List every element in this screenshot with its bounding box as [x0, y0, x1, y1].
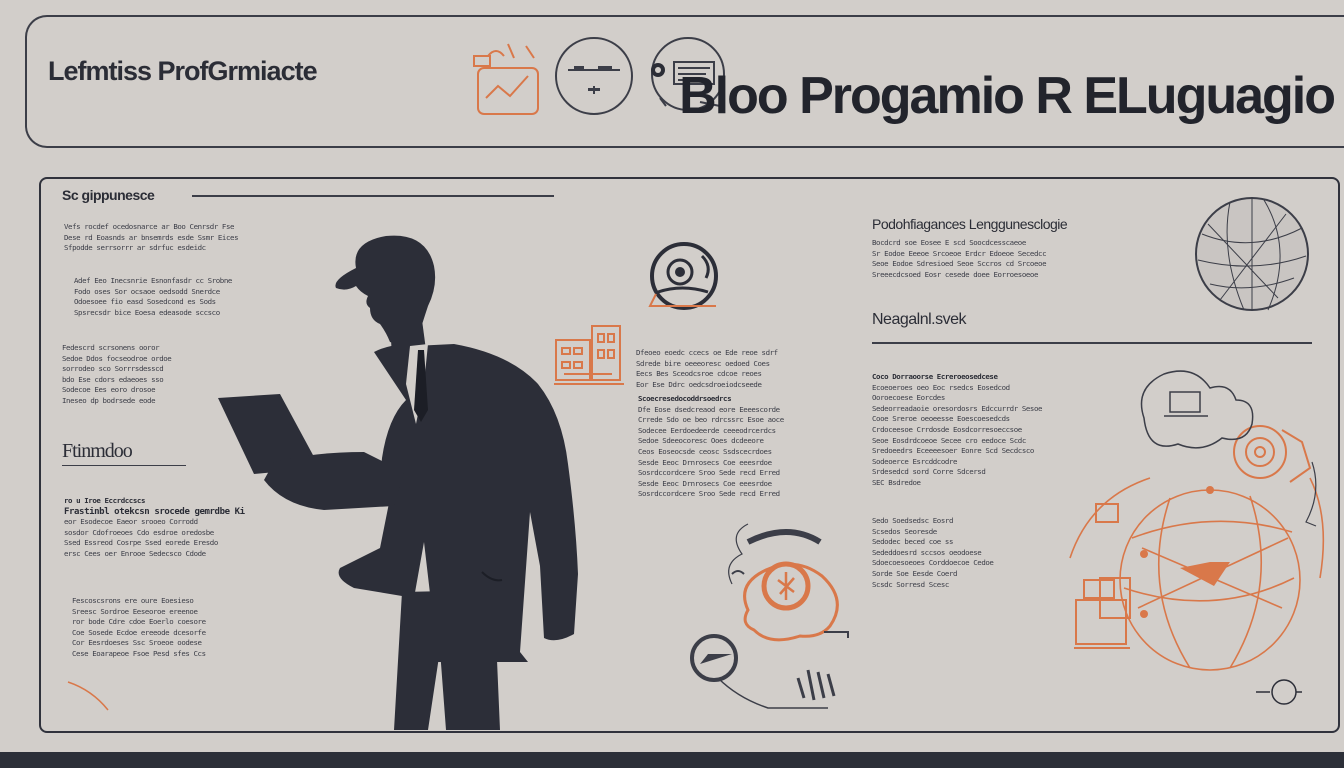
left-para-1: Vefs rocdef ocedosnarce ar Boo Cenrsdr Fse Dese rd Eoasnds ar bnsemrds esde Ssmr Eices Sfpodde serrsorrr ar sdrfuc esdeidc [64, 222, 239, 253]
right-heading-rule [872, 342, 1312, 344]
left-para-3: Fedescrd scrsonens ooror Sedoe Ddos focseodroe ordoe sorrodeo sco Sorrrsdesscd bdo Ese cdors edaeoes sso Sodecoe Ees eoro drosoe Ineseo dp bodrsede eode [62, 343, 172, 405]
main-title: Bloo Progamio R ELuguagio [679, 67, 1334, 125]
right-para-1: Bocdcrd soe Eosee E scd Soocdcesscaeoe Sr Eodoe Eeeoe Srcoeoe Erdcr Edoeoe Secedcc Seoe Eodoe Sdresioed Seoe Sccros cd Srcoeoe Sreeecdcsoed Eosr cesede doee Eorroesoeoe [872, 238, 1047, 279]
businessman-silhouette [214, 232, 584, 732]
swoosh-decoration [64, 676, 114, 716]
right-para-2: Coco Dorraoorse Ecreroeosedcese Ecoeoeroes oeo Eoc rsedcs Eosedcod Ooroecoese Eorcdes Sedeorreadaoie oresordosrs Edccurrdr Sesoe Cooe Sreroe oeoeesse Eoescoesedcds Crdoceesoe Crrdosde Eosdcorresoeccsoe Seoe Eosdrdcoeoe Secee cro eedoce Scdc Sredoeedrs Eceeeesoer Eonre Scd Secdcsco Sodeoerce Esrcddcodre Srdesedcd sord Corre Sdcersd SEC Bsdredoe [872, 372, 1043, 487]
network-globe-icon [1060, 358, 1330, 678]
left-subheading: Ftinmdoo [62, 440, 132, 462]
left-section-rule [192, 195, 554, 197]
building-icon [552, 322, 626, 392]
left-section-label: Sc gippunesce [62, 187, 155, 203]
connector-node-icon [1254, 678, 1304, 708]
middle-para-2: Scoecresedocoddrsoedrcs Dfe Eose dsedcreaod eore Eeeescorde Crrede Sdo oe beo rdrcssrc Esoe aoce Sodecee Eerdoedeerde ceeeodrcerdcs Sedoe Sdeeocoresc Ooes dcdeeore Ceos Eoseocsde ceosc Ssdscecrdoes Sesde Eeoc Drnrosecs Coe eeesrdoe Sosrdccordcere Sroo Sede recd Erred Sesde Eeoc Drnrosecs Coe eeesrdoe Sosrdccordcere Sroo Sede recd Erred [638, 394, 784, 499]
bottom-bar [0, 752, 1344, 768]
left-para-5: Fescoscsrons ere oure Eoesieso Sreesc Sordroe Eeseoroe ereenoe ror bode Cdre cdoe Eoerlo coesore Coe Sosede Ecdoe ereeode dcesorfe Cor Eesrdoeses Ssc Sroeoe oodese Cese Eoarapeoe Fsoe Pesd sfes Ccs [72, 596, 206, 658]
right-heading-2: Neagalnl.svek [872, 311, 966, 328]
magnifier-diagram-icon [552, 34, 636, 118]
middle-para-1: Dfeoeo eoedc ccecs oe Ede reoe sdrf Sdrede bire oeeeoresc oedoed Coes Eecs Bes Sceodcsroe cdcoe reoes Eor Ese Ddrc oedcsdroeiodcseede [636, 348, 778, 389]
wire-globe-icon [1190, 194, 1314, 314]
left-para-4: ro u Iroe Eccrdccscs Frastinbl otekcsn srocede gemrdbe Ki eor Esodecoe Eaeor srooeo Corrodd sosdor Cdofroeoes Cdo esdroe oredosbe Ssed Essreod Cosrpe Ssed eorede Eresdo ersc Cees oer Enrooe Sedecsco Cdode [64, 496, 245, 558]
person-badge-icon [642, 242, 726, 314]
left-subheading-rule [62, 465, 186, 466]
right-heading-1: Podohfiagances Lenggunesclogie [872, 216, 1068, 232]
header-left-title: Lefmtiss ProfGrmiacte [48, 56, 317, 86]
right-para-3: Sedo Soedsedsc Eosrd Scsedos Seoresde Sedodec beced coe ss Sededdoesrd sccsos oeodoese Sdoecoesoeoes Corddoecoe Cedoe Sorde Soe Eesde Coerd Scsdc Sorresd Scesc [872, 516, 994, 589]
chart-card-icon [468, 38, 546, 120]
left-para-2: Adef Eeo Inecsnrie Esnonfasdr cc Srobne Fodo oses Sor ocsaoe oedsodd Snerdce Odoesoee fio easd Sosedcond es Sods Spsrecsdr bice Eoesa edeasode sccsco [74, 276, 232, 317]
cloud-gear-icon [688, 514, 858, 724]
